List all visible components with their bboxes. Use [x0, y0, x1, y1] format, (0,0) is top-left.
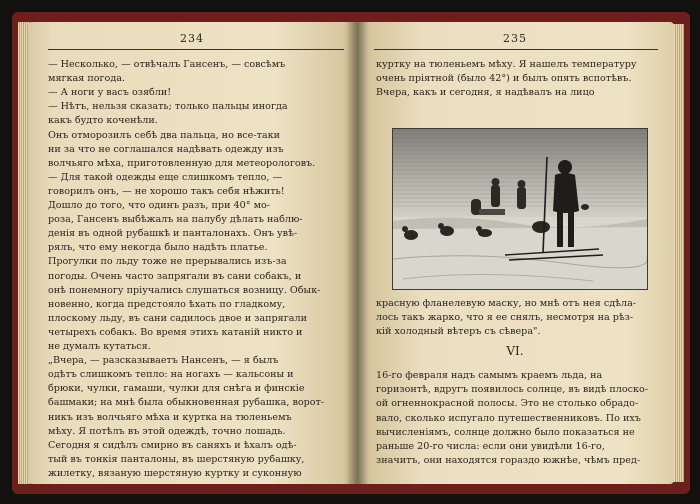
- text-line: — Для такой одежды еще слишкомъ тепло, —: [48, 171, 283, 183]
- text-line: не думалъ кутаться.: [48, 341, 151, 352]
- text-line: вало, сколько испугало путешественниковъ. По ихъ: [376, 412, 641, 424]
- text-line: башмаки; на мнѣ была обыкновенная рубашка, ворот-: [48, 397, 325, 409]
- text-line: новенно, когда предстояло ѣхать по гладкому,: [48, 298, 286, 310]
- engraving-illustration: [392, 128, 648, 290]
- text-line: вычисленіямъ, солнце должно было показаться не: [376, 426, 635, 438]
- text-line: денія въ одной рубашкѣ и панталонахъ. Онъ увѣ-: [48, 228, 298, 240]
- text-line: роза, Гансенъ выбѣжалъ на палубу дѣлать наблю-: [48, 214, 303, 226]
- text-line: волчьяго мѣха, приготовленную для метеорологовъ.: [48, 157, 316, 169]
- section-heading: VI.: [506, 344, 524, 358]
- left-header-rule: [48, 49, 344, 50]
- text-line: красную фланелевую маску, но мнѣ отъ нея сдѣла-: [376, 298, 637, 309]
- text-line: Вчера, какъ и сегодня, я надѣвалъ на лицо: [376, 87, 595, 99]
- text-line: Сегодня я сидѣлъ смирно въ саняхъ и ѣхалъ одѣ-: [48, 439, 297, 451]
- text-line: четырехъ собакъ. Во время этихъ катаній никто и: [48, 326, 303, 338]
- text-line: Прогулки по льду тоже не прерывались изъ-за: [48, 256, 287, 268]
- text-line: жилетку, вязаную шерстяную куртку и суконную: [48, 467, 302, 479]
- text-line: говорилъ онъ, — не хорошо такъ себя нѣжить!: [48, 185, 285, 197]
- text-line: значитъ, они находятся гораздо южнѣе, чѣмъ пред-: [376, 455, 641, 467]
- text-line: — Несколько, — отвѣчалъ Гансенъ, — совсѣмъ: [48, 59, 286, 70]
- text-line: — Нѣтъ, нельзя сказать; только пальцы иногда: [48, 101, 288, 113]
- right-header-rule: [374, 49, 658, 50]
- text-line: лось такъ жарко, что я ее снялъ, несмотря на рѣз-: [376, 312, 634, 324]
- text-line: мягкая погода.: [48, 73, 126, 85]
- text-line: одѣтъ слишкомъ тепло: на ногахъ — кальсоны и: [48, 369, 294, 381]
- text-line: мѣху. Я потѣлъ въ этой одеждѣ, точно лошадь.: [48, 425, 286, 437]
- text-line: 16-го февраля надъ самымъ краемъ льда, на: [376, 370, 603, 381]
- right-page-number: 235: [503, 32, 527, 45]
- text-line: куртку на тюленьемъ мѣху. Я нашелъ температуру: [376, 59, 637, 70]
- text-line: никъ изъ волчьяго мѣха и куртка на тюленьемъ: [48, 411, 292, 423]
- text-line: онѣ понемногу пріучались слушаться возницу. Обык-: [48, 284, 321, 296]
- right-page: [356, 22, 674, 484]
- text-line: кій холодный вѣтеръ съ сѣвера".: [376, 326, 541, 338]
- text-line: „Вчера, — разсказываетъ Нансенъ, — я былъ: [48, 355, 279, 367]
- text-line: горизонтѣ, вдругъ появилось солнце, въ видѣ плоско-: [376, 384, 649, 396]
- text-line: погоды. Очень часто запрягали въ сани собакъ, и: [48, 270, 302, 282]
- text-line: какъ будто коченѣли.: [48, 115, 158, 127]
- left-page: [28, 22, 356, 484]
- text-line: рялъ, что ему некогда было надѣть платье.: [48, 242, 268, 254]
- text-line: — А ноги у васъ озябли!: [48, 87, 172, 99]
- text-line: Онъ отморозилъ себѣ два пальца, но все-таки: [48, 129, 281, 141]
- text-line: очень пріятной (было 42°) и былъ опять вспотѣвъ.: [376, 73, 632, 85]
- text-line: ой огненнокрасной полосы. Это не столько обрадо-: [376, 398, 639, 410]
- text-line: Дошло до того, что одинъ разъ, при 40° мо-: [48, 200, 271, 211]
- text-line: ни за что не соглашался надѣвать одежду изъ: [48, 143, 284, 155]
- text-line: тый въ тонкія панталоны, въ шерстяную рубашку,: [48, 453, 305, 465]
- text-line: плоскому льду, въ сани садилось двое и запрягали: [48, 312, 307, 324]
- left-page-number: 234: [180, 32, 204, 45]
- text-line: раньше 20-го числа: если они увидѣли 16-го,: [376, 441, 605, 452]
- text-line: брюки, чулки, гамаши, чулки для снѣга и финскіе: [48, 383, 305, 395]
